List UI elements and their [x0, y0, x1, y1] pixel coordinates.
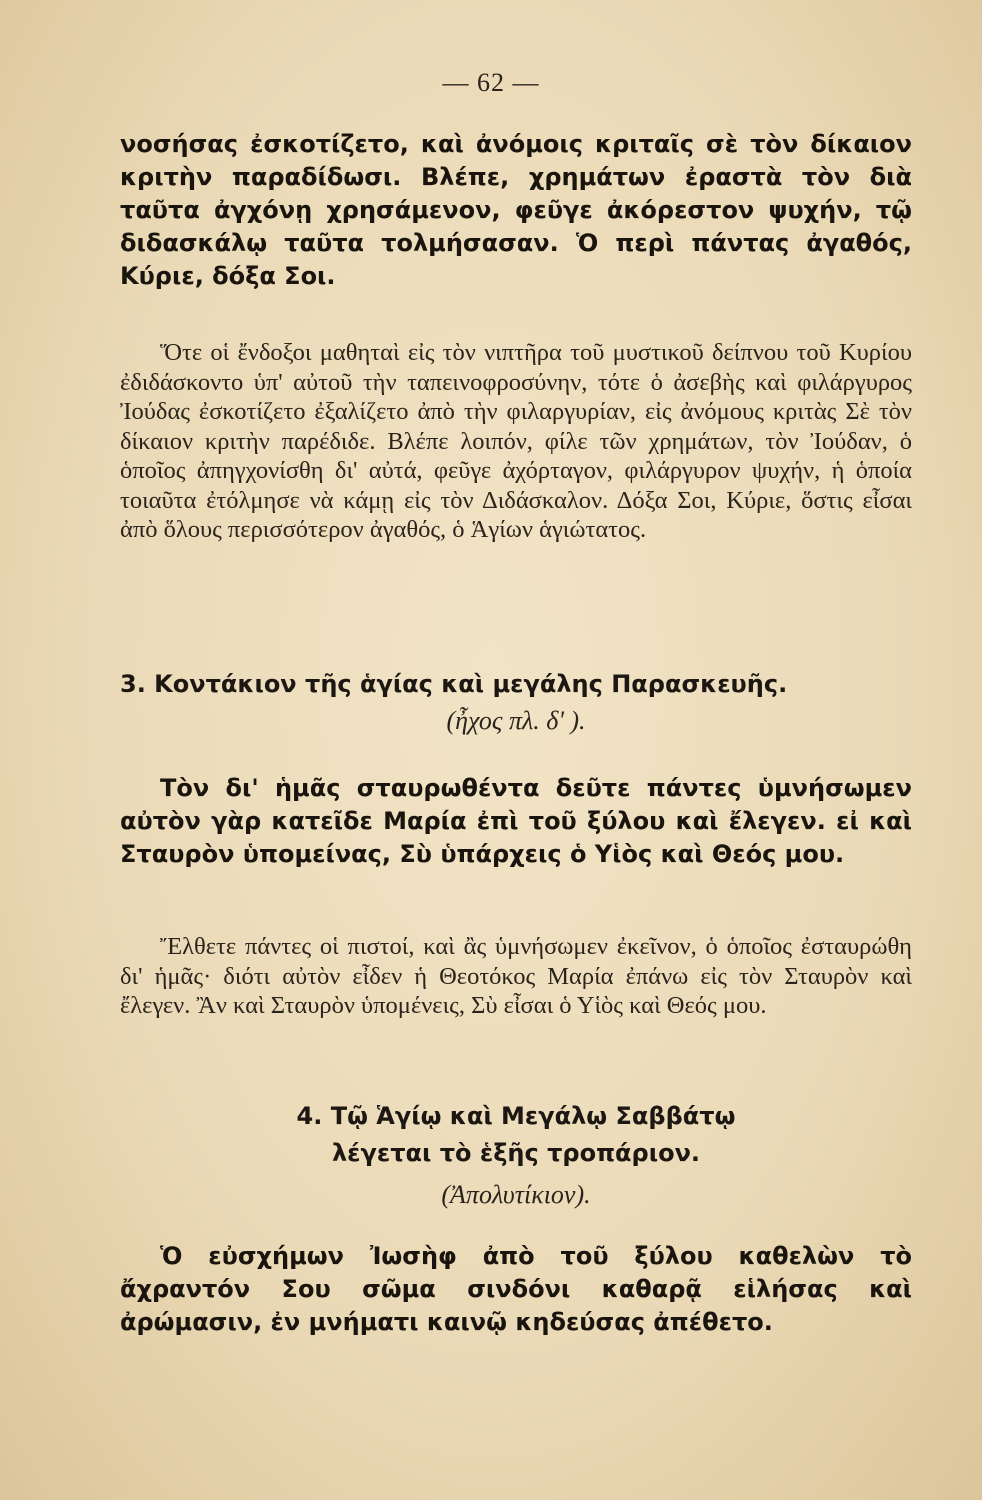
paragraph-1: νοσήσας ἐσκοτίζετο, καὶ ἀνόμοις κριταῖς σὲ τὸν δίκαιον κριτὴν παραδίδωσι. Βλέπε, χρημάτων ἐραστὰ τὸν διὰ ταῦτα ἀγχόνῃ χρησάμενον, φεῦγε ἀκόρεστον ψυχήν, τῷ διδασκάλῳ ταῦτα τολμήσασαν. Ὁ περὶ πάντας ἀγαθός, Κύριε, δόξα Σοι.: [120, 130, 912, 290]
section-3-hymn: Τὸν δι' ἡμᾶς σταυρωθέντα δεῦτε πάντες ὑμνήσωμεν αὐτὸν γὰρ κατεῖδε Μαρία ἐπὶ τοῦ ξύλου καὶ ἔλεγεν. εἰ καὶ Σταυρὸν ὑπομείνας, Σὺ ὑπάρχεις ὁ Υἱὸς καὶ Θεός μου.: [120, 774, 912, 868]
section-4-mode: (Ἀπολυτίκιον).: [441, 1180, 591, 1209]
section-3-paraphrase: Ἔλθετε πάντες οἱ πιστοί, καὶ ἂς ὑμνήσωμεν ἐκεῖνον, ὁ ὁποῖος ἐσταυρώθη δι' ἡμᾶς· διότι αὐτὸν εἶδεν ἡ Θεοτόκος Μαρία ἐπάνω εἰς τὸν Σταυρὸν καὶ ἔλεγεν. Ἂν καὶ Σταυρὸν ὑπομένεις, Σὺ εἶσαι ὁ Υἱὸς καὶ Θεός μου.: [120, 933, 912, 1019]
section-4-hymn: Ὁ εὐσχήμων Ἰωσὴφ ἀπὸ τοῦ ξύλου καθελὼν τὸ ἄχραντόν Σου σῶμα σινδόνι καθαρᾷ εἱλήσας καὶ ἀρώμασιν, ἐν μνήματι καινῷ κηδεύσας ἀπέθετο.: [120, 1242, 912, 1336]
page-number: — 62 —: [442, 68, 540, 97]
section-3-title: 3. Κοντάκιον τῆς ἁγίας καὶ μεγάλης Παρασκευῆς.: [120, 670, 788, 698]
section-4-title-line-2: λέγεται τὸ ἑξῆς τροπάριον.: [331, 1139, 701, 1167]
paragraph-2: Ὅτε οἱ ἔνδοξοι μαθηταὶ εἰς τὸν νιπτῆρα τοῦ μυστικοῦ δείπνου τοῦ Κυρίου ἐδιδάσκοντο ὑπ' αὐτοῦ τὴν ταπεινοφροσύνην, τότε ὁ ἀσεβὴς καὶ φιλάργυρος Ἰούδας ἐσκοτίζετο ἐξαλίζετο ἀπὸ τὴν φιλαργυρίαν, εἰς ἀνόμους κριτὰς Σὲ τὸν δίκαιον κριτὴν παρέδιδε. Βλέπε λοιπόν, φίλε τῶν χρημάτων, τὸν Ἰούδαν, ὁ ὁποῖος ἀπηγχονίσθη δι' αὐτά, φεῦγε ἀχόρταγον, φιλάργυρον ψυχήν, ἡ ὁποία τοιαῦτα ἐτόλμησε νὰ κάμῃ εἰς τὸν Διδάσκαλον. Δόξα Σοι, Κύριε, ὅστις εἶσαι ἀπὸ ὅλους περισσότερον ἀγαθός, ὁ Ἁγίων ἁγιώτατος.: [120, 339, 912, 543]
section-3-mode: (ἦχος πλ. δ' ).: [446, 706, 586, 735]
section-4-title-line-1: 4. Τῷ Ἁγίῳ καὶ Μεγάλῳ Σαββάτῳ: [296, 1102, 736, 1130]
